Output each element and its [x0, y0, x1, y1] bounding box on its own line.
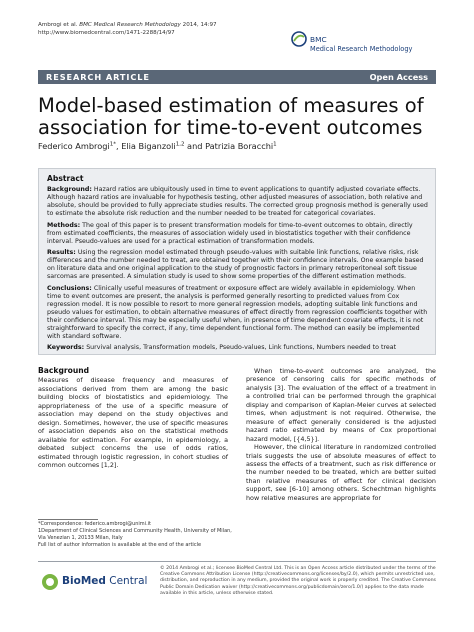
abstract-text: Clinically useful measures of treatment or exposure effect are widely available in epidemiology. When time to event outcomes are present, the analysis is performed generally resorting to predicted values from Cox regression model. It is now possible to resort to more general regression models, adopting suitable link functions and pseudo values for estimation, to obtain alternative measures of effect directly from regression coefficients together with their confidence interval. This may be especially useful when, in presence of time dependent covariate effects, it is not straightforward to specify the correct, if any, time dependent functional form. The method can easily be implemented with standard software.: [47, 284, 428, 340]
abstract-conclusions: [47, 285, 429, 341]
abstract-box: [38, 168, 436, 355]
publisher-title: [310, 35, 412, 54]
author-separator: ,: [115, 141, 122, 151]
author-name: Federico Ambrogi: [38, 141, 110, 151]
footer-divider: [38, 561, 436, 562]
author-info-note: Full list of author information is available at the end of the article: [38, 541, 202, 548]
abstract-heading: Abstract: [47, 174, 84, 183]
abstract-results: [47, 249, 429, 281]
biomed-central-icon: [40, 573, 60, 591]
correspondence[interactable]: *Correspondence: federico.ambrogi@unimi.it: [38, 521, 152, 527]
open-access-label: Open Access: [369, 72, 428, 82]
abstract-body: [47, 186, 429, 356]
header-journal: BMC Medical Research Methodology: [79, 22, 181, 28]
brand-light: Central: [105, 575, 148, 587]
body-column-right: [246, 367, 436, 502]
author-name: Patrizia Boracchi: [205, 141, 274, 151]
header-citation: 2014, 14:97: [182, 22, 217, 28]
footnote-divider: [38, 519, 98, 520]
article-title: Model-based estimation of measures of association for time-to-event outcomes: [38, 94, 424, 139]
publisher-journal-name: Medical Research Methodology: [310, 44, 413, 53]
abstract-methods: [47, 222, 429, 246]
biomed-central-brand: [62, 575, 147, 587]
author-separator: and: [184, 141, 206, 151]
section-heading: Background: [38, 366, 90, 375]
body-paragraph: When time-to-event outcomes are analyzed, the presence of censoring calls for specific methods of analysis [3]. The evaluation of the effect of a treatment in a controlled trial can be performed through the graphical display and comparison of Kaplan-Meier curves at selected times, when adjustment is not required. Otherwise, the measure of effect generally considered is the adjusted hazard ratio estimated by means of Cox proportional hazard model, [{4,5}].: [246, 367, 436, 443]
header-authors: Ambrogi et al.: [38, 22, 78, 28]
body-paragraph: However, the clinical literature in randomized controlled trials suggests the use of absolute measures of effect to assess the effects of a treatment, such as risk difference or the number needed to be treated, which are better suited than relative measures of effect for clinical decision support, see [6-10] among others. Schechtman highlights how relative measures are appropriate for: [246, 443, 436, 502]
header-url[interactable]: http://www.biomedcentral.com/1471-2288/14/97: [38, 30, 175, 36]
author-affiliation: 1*: [109, 141, 116, 148]
bmc-swoosh-icon: [291, 31, 307, 47]
publisher-logo-text: BMC: [310, 35, 327, 44]
body-column-left: [38, 367, 228, 469]
body-paragraph: Measures of disease frequency and measures of associations derived from them are among the basic building blocks of biostatistics and epidemiology. The appropriateness of the use of a specific measure of association may depend on the study objectives and design. Sometimes, however, the use of specific measures of association depends also on the statistical methods available for estimation. For example, in epidemiology, a debated subject concerns the use of odds ratios, estimated through logistic regression, in cohort studies of common outcomes [1,2].: [38, 376, 228, 469]
author-affiliation: 1,2: [175, 141, 185, 148]
abstract-text: Using the regression model estimated through pseudo-values with suitable link functions, relative risks, risk differences and the number needed to treat, are obtained together with their confidence intervals. One example based on literature data and one original application to the study of prognostic factors in primary retroperitoneal soft tissue sarcomas are presented. A simulation study is used to show some properties of the different estimation methods.: [47, 249, 424, 281]
article-type-label: RESEARCH ARTICLE: [46, 72, 150, 82]
affiliation: 1Department of Clinical Sciences and Community Health, University of Milan, Via Venezian 1, 20133 Milan, Italy: [38, 527, 232, 541]
citation-line: [38, 21, 217, 29]
abstract-background: [47, 186, 429, 218]
abstract-keywords: [47, 344, 429, 352]
abstract-text: Survival analysis, Transformation models, Pseudo-values, Link functions, Numbers needed to treat: [86, 344, 397, 352]
article-type-bar: [38, 70, 436, 84]
running-header: [38, 21, 217, 37]
license-text: © 2014 Ambrogi et al.; licensee BioMed Central Ltd. This is an Open Access article distributed under the terms of the Creative Commons Attribution License (http://creativecommons.org/licenses/by/2.0), which permits unrestricted use, distribution, and reproduction in any medium, provided the original work is properly credited. The Creative Commons Public Domain Dedication waiver (http://creativecommons.org/publicdomain/zero/1.0/) applies to the data made available in this article, unless otherwise stated.: [160, 566, 436, 596]
author-name: Elia Biganzoli: [121, 141, 176, 151]
abstract-text: Hazard ratios are ubiquitously used in time to event applications to quantify adjusted covariate effects. Although hazard ratios are invaluable for hypothesis testing, other adjusted measures of association, both relative and absolute, should be provided to fully appreciate studies results. The corrected group prognosis method is generally used to estimate the absolute risk reduction and the number needed to be treated for categorical covariates.: [47, 186, 428, 217]
abstract-label: Results:: [47, 249, 76, 257]
abstract-label: Keywords:: [47, 344, 85, 352]
footnote: [38, 521, 233, 549]
author-affiliation: 1: [273, 141, 277, 148]
abstract-text: The goal of this paper is to present transformation models for time-to-event outcomes to obtain, directly from estimated coefficients, the measures of association widely used in biostatistics together with their confidence interval. Pseudo-values are used for a practical estimation of transformation models.: [47, 221, 413, 245]
brand-bold: BioMed: [62, 575, 106, 587]
author-list: [38, 141, 277, 151]
abstract-label: Background:: [47, 186, 92, 193]
abstract-label: Conclusions:: [47, 284, 92, 292]
abstract-label: Methods:: [47, 221, 81, 229]
